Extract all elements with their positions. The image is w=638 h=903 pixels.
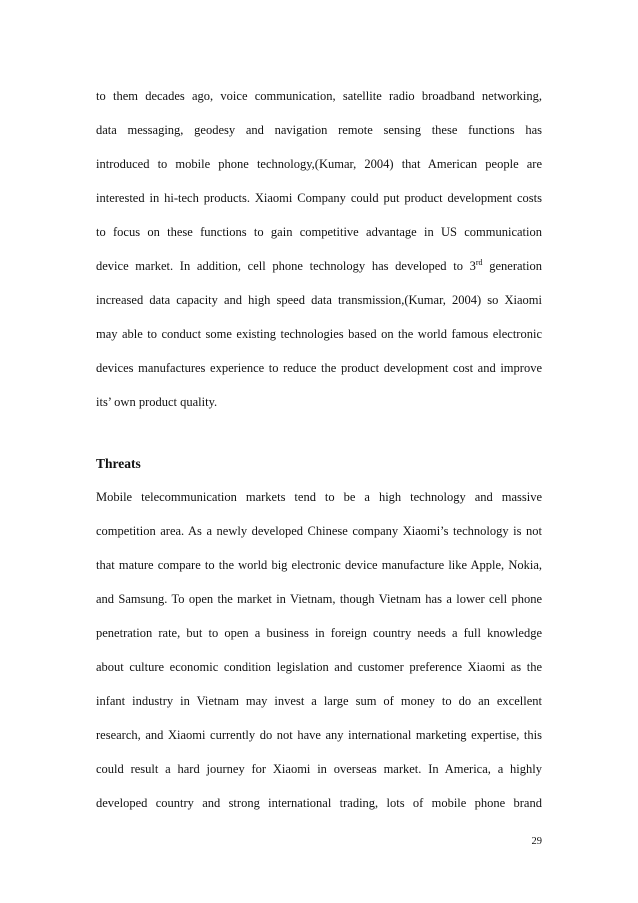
page-number: 29: [531, 836, 542, 847]
body-text-line: interested in hi-tech products. Xiaomi Company could put product development costs: [96, 191, 542, 205]
body-text-line: its’ own product quality.: [96, 395, 218, 409]
body-text-line: penetration rate, but to open a business in foreign country needs a full knowledge: [96, 626, 542, 640]
body-text-line: to them decades ago, voice communication, satellite radio broadband networking,: [96, 89, 542, 103]
body-text-line: Mobile telecommunication markets tend to be a high technology and massive: [96, 490, 542, 504]
body-text-line: data messaging, geodesy and navigation remote sensing these functions has: [96, 123, 542, 137]
body-text-line: and Samsung. To open the market in Vietnam, though Vietnam has a lower cell phone: [96, 592, 542, 606]
body-text-line: could result a hard journey for Xiaomi in overseas market. In America, a highly: [96, 762, 542, 776]
superscript: rd: [475, 257, 483, 267]
text-fragment: generation: [482, 259, 542, 273]
body-text-line-with-superscript: [96, 258, 542, 274]
body-text-line: infant industry in Vietnam may invest a large sum of money to do an excellent: [96, 694, 542, 708]
body-text-line: that mature compare to the world big electronic device manufacture like Apple, Nokia,: [96, 558, 542, 572]
text-fragment: device market. In addition, cell phone technology has developed to 3: [96, 259, 476, 273]
body-text-line: to focus on these functions to gain competitive advantage in US communication: [96, 225, 542, 239]
section-heading: Threats: [96, 456, 141, 471]
body-text-line: devices manufactures experience to reduce the product development cost and improve: [96, 361, 542, 375]
body-text-line: may able to conduct some existing technologies based on the world famous electronic: [96, 327, 542, 341]
body-text-line: competition area. As a newly developed Chinese company Xiaomi’s technology is not: [96, 524, 542, 538]
body-text-line: about culture economic condition legislation and customer preference Xiaomi as the: [96, 660, 542, 674]
body-text-line: developed country and strong international trading, lots of mobile phone brand: [96, 796, 542, 810]
body-text-line: research, and Xiaomi currently do not have any international marketing expertise, this: [96, 728, 542, 742]
body-text-line: increased data capacity and high speed data transmission,(Kumar, 2004) so Xiaomi: [96, 293, 542, 307]
body-text-line: introduced to mobile phone technology,(Kumar, 2004) that American people are: [96, 157, 542, 171]
